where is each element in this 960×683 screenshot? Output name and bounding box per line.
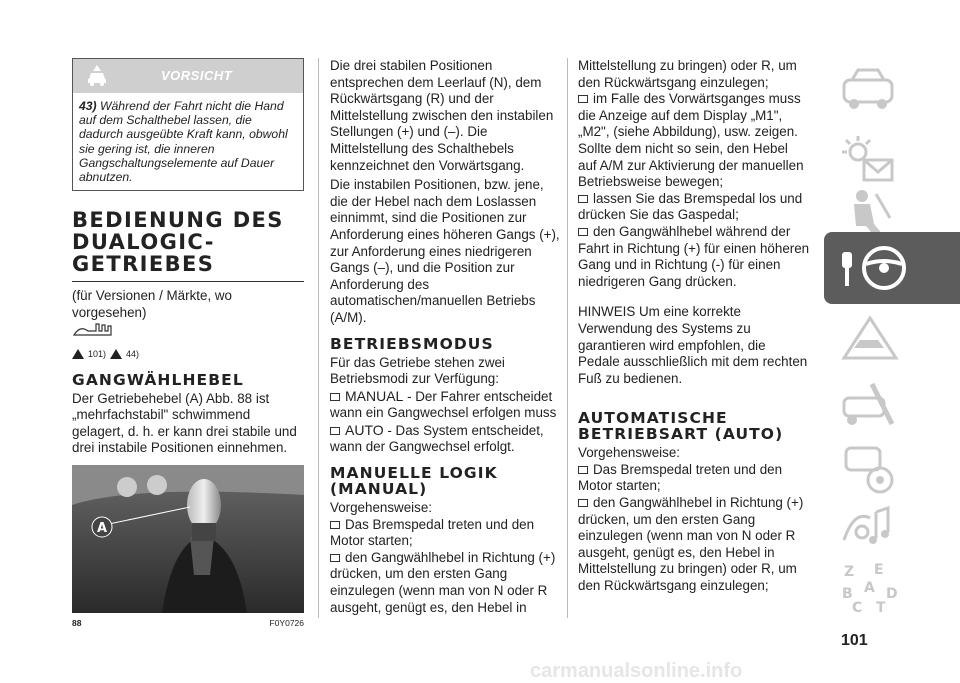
svg-text:B: B xyxy=(842,586,853,602)
subheading-operating-mode: BETRIEBSMODUS xyxy=(330,334,494,353)
mode-manual-name: MANUAL xyxy=(345,387,404,404)
multimedia-icon xyxy=(840,500,896,552)
unstable-positions-text: Die instabilen Positionen, bzw. jene, die der Hebel nach dem Loslassen einnimmt, sind die Positionen zur Anforderung eines höheren Gangs (+), zur Anforderung eines niedrigeren Gangs (–), und die Position zur Anforderung des automatischen/manuellen Betriebs (A/M). xyxy=(330,177,560,325)
intro-text: (für Versionen / Märkte, wo vorgesehen) xyxy=(72,288,233,320)
list-item-text: lassen Sie das Bremspedal los und drücken Sie das Gaspedal; xyxy=(578,190,803,223)
mode-auto-text: - Das System entscheidet, wann der Gangwechsel erfolgt. xyxy=(330,422,544,455)
checkbox-bullet-icon xyxy=(330,393,340,401)
list-item xyxy=(578,224,810,290)
mode-auto-name: AUTO xyxy=(345,421,384,438)
column-middle xyxy=(330,58,562,616)
svg-text:D: D xyxy=(886,586,898,602)
key-steering-wheel-icon xyxy=(840,240,910,296)
nav-emergency[interactable] xyxy=(824,306,960,378)
list-item-text: Das Bremspedal treten und den Motor starten; xyxy=(330,516,535,549)
list-item-text: Das Bremspedal treten und den Motor starten; xyxy=(578,461,783,494)
procedure-label: Vorgehensweise: xyxy=(330,500,432,516)
column-divider xyxy=(567,58,568,618)
technical-data-icon xyxy=(840,440,896,496)
caution-triangle-icon xyxy=(110,349,122,359)
warning-triangle-icon xyxy=(72,349,84,359)
nav-index[interactable] xyxy=(824,552,960,624)
nav-dashboard[interactable] xyxy=(824,58,960,130)
subheading-manual-logic: MANUELLE LOGIK (MANUAL) xyxy=(330,464,498,499)
page-number: 101 xyxy=(841,632,868,649)
list-item-text: den Gangwählhebel in Richtung (+) drücken, um den ersten Gang einzulegen (wenn man von N oder R ausgeht, genügt es, den Hebel in Mittelstellung zu bringen) oder R, um den Rückwärtsgang einzulegen; xyxy=(578,495,804,594)
column-divider xyxy=(318,58,319,618)
reference-icons xyxy=(72,346,304,363)
checkbox-bullet-icon xyxy=(330,554,340,562)
checkbox-bullet-icon xyxy=(330,427,340,435)
note-text: HINWEIS Um eine korrekte Verwendung des Systems zu garantieren wird empfohlen, die Pedale ausschließlich mit dem rechten Fuß zu bedienen. xyxy=(578,304,808,386)
reference-2: 44) xyxy=(126,349,140,359)
list-item-text: den Gangwählhebel während der Fahrt in Richtung (+) für einen höheren Gang und in Richtung (-) für einen niedrigeren Gang drücken. xyxy=(578,223,810,289)
warning-body-text: Während der Fahrt nicht die Hand auf dem Schalthebel lassen, die dadurch ausgeübte Kraft kann, obwohl sie gering ist, die inneren Gangschaltungselemente auf Dauer abnutzen. xyxy=(79,99,288,185)
list-item xyxy=(330,550,562,616)
column-left xyxy=(72,58,304,632)
reference-1: 101) xyxy=(88,349,107,359)
svg-text:A: A xyxy=(864,580,875,596)
list-item xyxy=(578,191,810,224)
mode-manual xyxy=(330,388,562,422)
continued-text: Mittelstellung zu bringen) oder R, um den Rückwärtsgang einzulegen; xyxy=(578,58,797,90)
procedure-label: Vorgehensweise: xyxy=(578,445,680,461)
figure-label: A xyxy=(97,520,108,536)
list-item-text: im Falle des Vorwärtsganges muss die Anzeige auf dem Display „M1", „M2", (siehe Abbildung), usw. zeigen. Sollte dem nicht so sein, den Hebel auf A/M zur Aktivierung der manuellen Betriebsweise bewegen; xyxy=(578,91,804,190)
svg-text:C: C xyxy=(852,600,863,616)
checkbox-bullet-icon xyxy=(578,95,588,103)
warning-text xyxy=(73,93,303,190)
gear-lever-text: Der Getriebehebel (A) Abb. 88 ist „mehrfachstabil" schwimmend gelagert, d. h. er kann drei stabile und drei instabile Positionen einnehmen. xyxy=(72,390,297,456)
warning-number: 43) xyxy=(79,99,97,113)
checkbox-bullet-icon xyxy=(578,466,588,474)
column-right xyxy=(578,58,810,595)
service-wrench-icon xyxy=(840,380,896,432)
nav-starting-driving[interactable] xyxy=(824,232,960,304)
list-item xyxy=(578,462,810,495)
svg-text:Z: Z xyxy=(844,564,855,580)
index-letters-icon xyxy=(840,560,900,616)
warning-title: VORSICHT xyxy=(161,68,233,83)
figure-code: F0Y0726 xyxy=(269,617,304,628)
hand-icon xyxy=(72,323,304,344)
list-item xyxy=(330,517,562,550)
car-dashboard-icon xyxy=(840,66,896,114)
gear-lever-photo xyxy=(72,465,304,613)
subheading-gear-lever: GANGWÄHLHEBEL xyxy=(72,370,244,389)
stable-positions-text: Die drei stabilen Positionen entsprechen dem Leerlauf (N), dem Rückwärtsgang (R) und der Mittelstellung zwischen den instabilen Stellungen (+) und (–). Die Mittelstellung des Schalthebels kennzeichnet den Vorwärtsgang. xyxy=(330,58,554,173)
warning-lights-icon xyxy=(840,136,896,184)
modes-intro: Für das Getriebe stehen zwei Betriebsmodi zur Verfügung: xyxy=(330,354,505,387)
warning-box xyxy=(72,58,304,191)
checkbox-bullet-icon xyxy=(578,228,588,236)
svg-text:E: E xyxy=(874,562,884,578)
watermark-text: carmanualsonline.info xyxy=(530,660,743,682)
svg-text:T: T xyxy=(876,600,886,616)
list-item xyxy=(578,91,810,191)
checkbox-bullet-icon xyxy=(578,499,588,507)
section-heading: BEDIENUNG DES DUALOGIC-GETRIEBES xyxy=(72,209,304,282)
car-warning-icon xyxy=(85,65,109,87)
figure-caption xyxy=(72,615,304,632)
emergency-triangle-icon xyxy=(840,314,900,362)
checkbox-bullet-icon xyxy=(330,521,340,529)
subheading-automatic-mode: AUTOMATISCHE BETRIEBSART (AUTO) xyxy=(578,409,784,444)
checkbox-bullet-icon xyxy=(578,195,588,203)
mode-auto xyxy=(330,422,562,456)
figure-number: 88 xyxy=(72,617,82,628)
list-item-text: den Gangwählhebel in Richtung (+) drücken, um den ersten Gang einzulegen (wenn man von N oder R ausgeht, genügt es, den Hebel in xyxy=(330,549,556,615)
mode-manual-text: - Der Fahrer entscheidet wann ein Gangwechsel erfolgen muss xyxy=(330,388,557,421)
warning-header xyxy=(73,59,303,93)
list-item xyxy=(578,495,810,595)
